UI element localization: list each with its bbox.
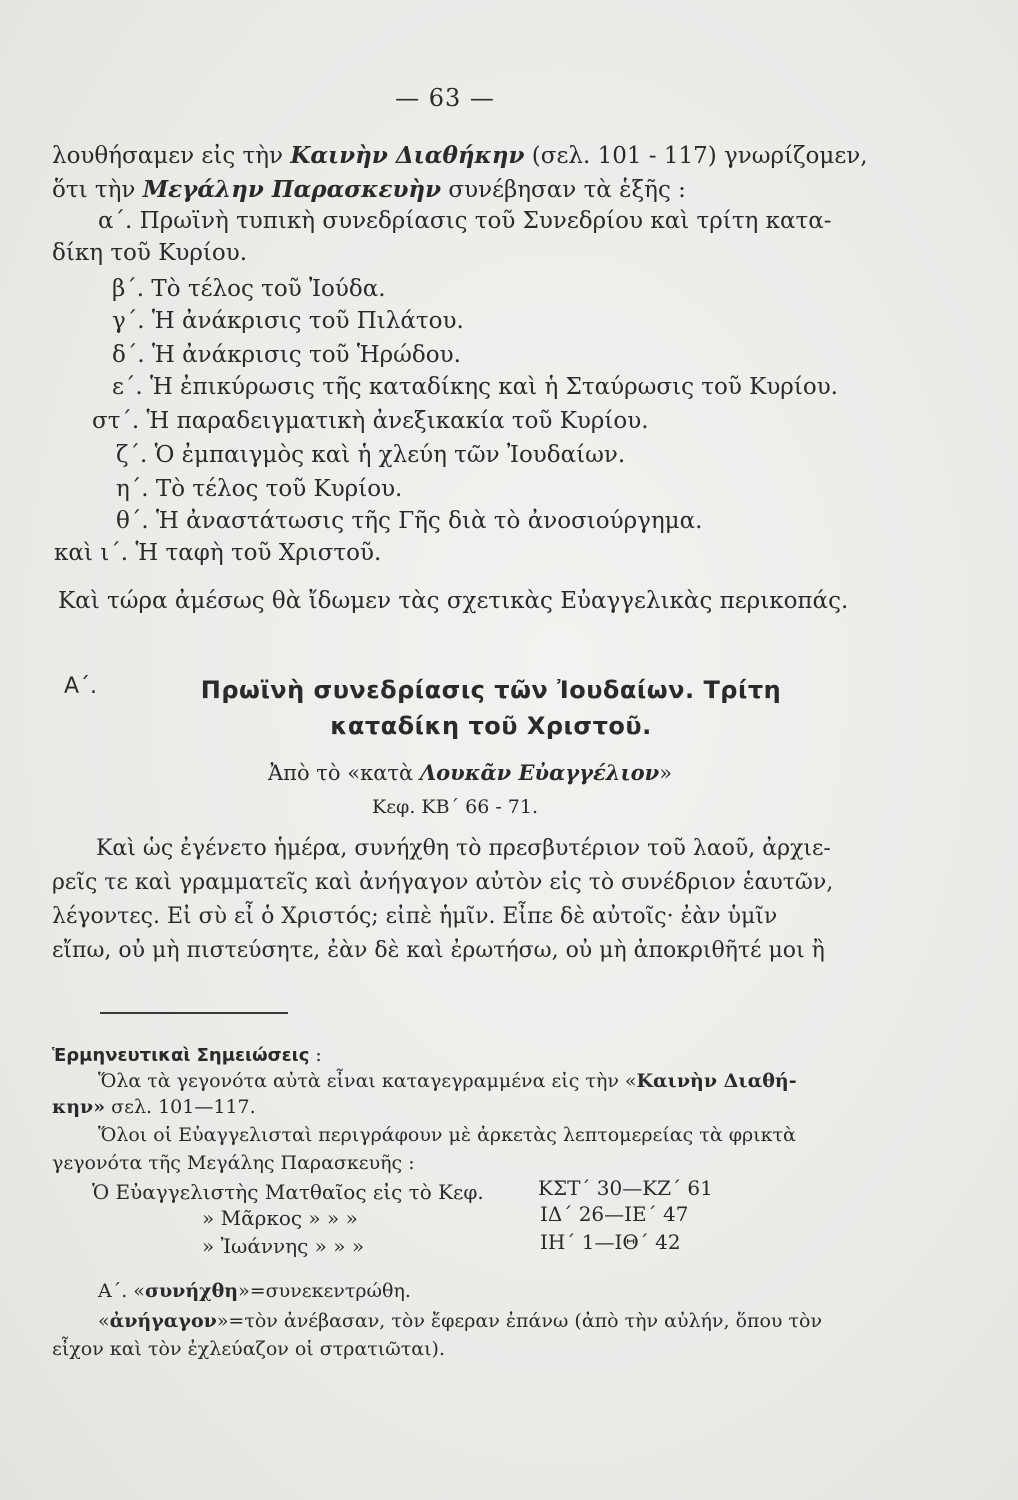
section-heading-line-1: Πρωϊνὴ συνεδρίασις τῶν Ἰουδαίων. Τρίτη bbox=[200, 676, 782, 704]
new-testament-title: Καινὴν Διαθήκην bbox=[290, 142, 525, 169]
body-line: ρεῖς τε καὶ γραμματεῖς καὶ ἀνήγαγον αὐτὸν εἰς τὸ συνέδριον ἑαυτῶν, bbox=[52, 870, 834, 895]
gospel-range-matthew: ΚΣΤ΄ 30—ΚΖ΄ 61 bbox=[538, 1176, 713, 1200]
gloss-line: «ἀνήγαγον»=τὸν ἀνέβασαν, τὸν ἔφεραν ἐπάνω (ἀπὸ τὴν αὐλήν, ὅπου τὸν bbox=[98, 1310, 823, 1332]
footnote-divider bbox=[100, 1012, 288, 1014]
list-item: α΄. Πρωϊνὴ τυπικὴ συνεδρίασις τοῦ Συνεδρίου καὶ τρίτη κατα- bbox=[98, 208, 832, 234]
intro-line-1: λουθήσαμεν εἰς τὴν Καινὴν Διαθήκην (σελ. 101 - 117) γνωρίζομεν, bbox=[52, 142, 868, 169]
chapter-reference: Κεφ. ΚΒ΄ 66 - 71. bbox=[372, 796, 539, 818]
section-letter: Α΄. bbox=[64, 674, 98, 699]
body-line: λέγοντες. Εἰ σὺ εἶ ὁ Χριστός; εἰπὲ ἡμῖν. Εἶπε δὲ αὐτοῖς· ἐὰν ὑμῖν bbox=[52, 904, 778, 929]
list-item: θ΄. Ἡ ἀναστάτωσις τῆς Γῆς διὰ τὸ ἀνοσιούργημα. bbox=[116, 508, 703, 534]
gloss-line: εἶχον καὶ τὸν ἐχλεύαζον οἱ στρατιῶται). bbox=[52, 1338, 445, 1360]
list-item: η΄. Τὸ τέλος τοῦ Κυρίου. bbox=[116, 476, 403, 502]
notes-title: Ἑρμηνευτικαὶ Σημειώσεις : bbox=[52, 1044, 322, 1066]
section-heading-line-2: καταδίκη τοῦ Χριστοῦ. bbox=[330, 712, 652, 740]
list-item: ε΄. Ἡ ἐπικύρωσις τῆς καταδίκης καὶ ἡ Σταύρωσις τοῦ Κυρίου. bbox=[112, 374, 838, 400]
list-item: δ΄. Ἡ ἀνάκρισις τοῦ Ἡρώδου. bbox=[112, 342, 461, 368]
intro-line-2: ὅτι τὴν Μεγάλην Παρασκευὴν συνέβησαν τὰ ἑξῆς : bbox=[52, 176, 686, 203]
list-item: καὶ ι΄. Ἡ ταφὴ τοῦ Χριστοῦ. bbox=[54, 540, 382, 566]
note-line: Ὅλα τὰ γεγονότα αὐτὰ εἶναι καταγεγραμμένα εἰς τὴν «Καινὴν Διαθή- bbox=[98, 1070, 797, 1092]
note-line: κην» σελ. 101—117. bbox=[52, 1096, 256, 1118]
list-item: γ΄. Ἡ ἀνάκρισις τοῦ Πιλάτου. bbox=[112, 308, 464, 334]
gospel-row-matthew: Ὁ Εὐαγγελιστὴς Ματθαῖος εἰς τὸ Κεφ. bbox=[92, 1180, 484, 1204]
gloss-line: Α΄. «συνήχθη»=συνεκεντρώθη. bbox=[98, 1280, 411, 1302]
list-item: στ΄. Ἡ παραδειγματικὴ ἀνεξικακία τοῦ Κυρίου. bbox=[92, 408, 649, 434]
list-item: β΄. Τὸ τέλος τοῦ Ἰούδα. bbox=[112, 276, 386, 302]
body-line: Καὶ ὡς ἐγένετο ἡμέρα, συνήχθη τὸ πρεσβυτέριον τοῦ λαοῦ, ἀρχιε- bbox=[96, 836, 831, 861]
gospel-row-mark: » Μᾶρκος » » » bbox=[202, 1206, 358, 1230]
list-item: ζ΄. Ὁ ἐμπαιγμὸς καὶ ἡ χλεύη τῶν Ἰουδαίων. bbox=[116, 442, 626, 468]
good-friday-term: Μεγάλην Παρασκευὴν bbox=[142, 176, 442, 203]
list-item: δίκη τοῦ Κυρίου. bbox=[52, 240, 248, 266]
gospel-row-john: » Ἰωάννης » » » bbox=[202, 1234, 365, 1258]
note-line: Ὅλοι οἱ Εὐαγγελισταὶ περιγράφουν μὲ ἀρκετὰς λεπτομερείας τὰ φρικτὰ bbox=[98, 1124, 796, 1146]
transition-text: Καὶ τώρα ἀμέσως θὰ ἴδωμεν τὰς σχετικὰς Εὐαγγελικὰς περικοπάς. bbox=[58, 588, 849, 614]
page-number: — 63 — bbox=[395, 84, 495, 112]
gospel-range-mark: ΙΔ΄ 26—ΙΕ΄ 47 bbox=[540, 1202, 689, 1226]
gospel-source: Ἀπὸ τὸ «κατὰ Λουκᾶν Εὐαγγέλιον» bbox=[268, 760, 673, 785]
note-line: γεγονότα τῆς Μεγάλης Παρασκευῆς : bbox=[52, 1152, 415, 1174]
body-line: εἴπω, οὐ μὴ πιστεύσητε, ἐὰν δὲ καὶ ἐρωτήσω, οὐ μὴ ἀποκριθῆτέ μοι ἢ bbox=[52, 938, 825, 963]
gospel-range-john: ΙΗ΄ 1—ΙΘ΄ 42 bbox=[540, 1230, 681, 1254]
